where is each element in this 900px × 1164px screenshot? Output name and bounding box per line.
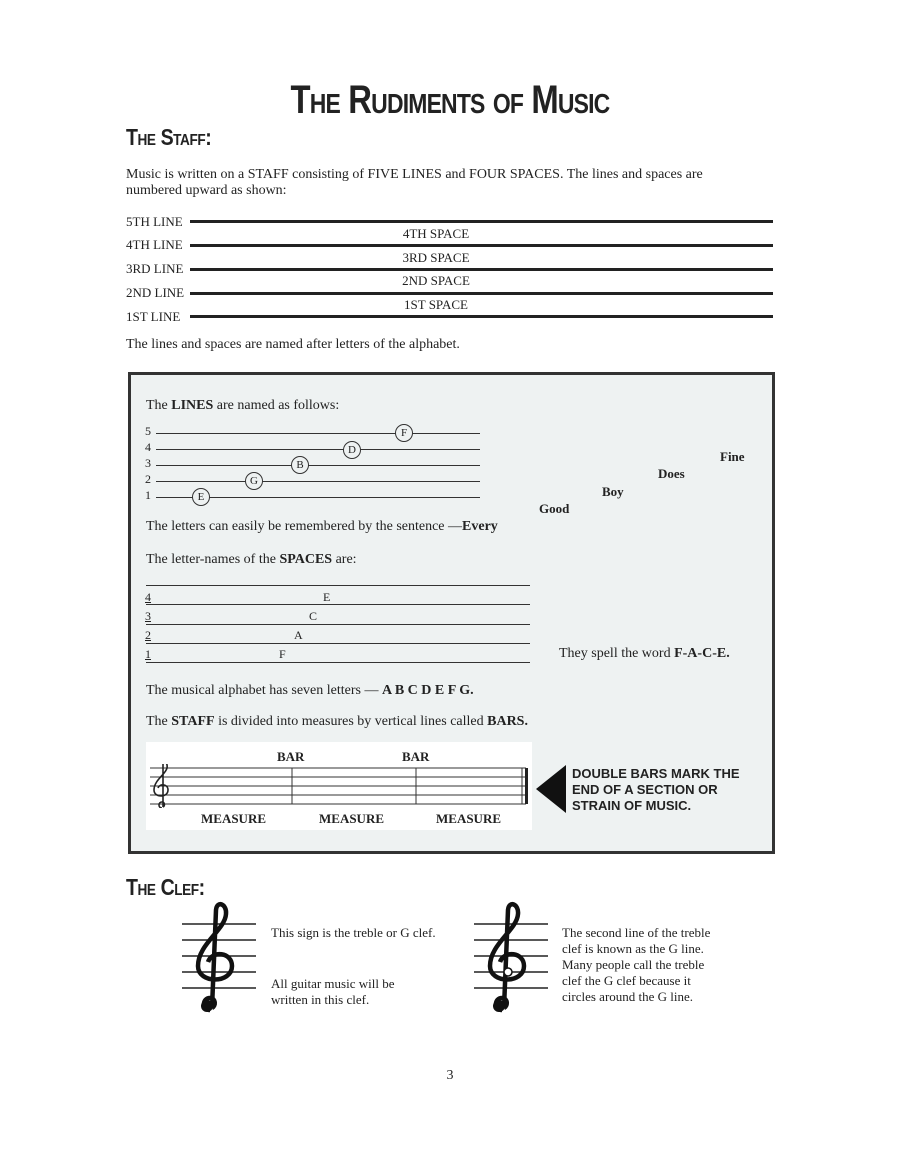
page-number: 3	[446, 1068, 454, 1083]
staff-intro: Music is written on a STAFF consisting of FIVE LINES and FOUR SPACES. The lines and spaces are numbered upward as shown:	[126, 167, 703, 198]
measure-label-2: MEASURE	[319, 811, 385, 826]
bar-label-2: BAR	[402, 749, 430, 764]
box-line-number-4: 4	[145, 440, 151, 454]
note-f: F	[395, 424, 413, 442]
clef-right-text: The second line of the treble clef is known as the G line. Many people call the treble clef the G clef because it circles around the G line.	[562, 925, 711, 1004]
space-staff-line-4	[146, 604, 530, 605]
spaces-intro-suffix: are:	[332, 552, 357, 567]
measure-label-3: MEASURE	[436, 811, 502, 826]
clef-left-text-1: This sign is the treble or G clef.	[271, 925, 436, 940]
staff-line-5	[190, 220, 773, 223]
space-staff-line-1	[146, 662, 530, 663]
staff-line-3	[190, 268, 773, 271]
space-number-2: 2	[145, 628, 151, 642]
lines-intro-prefix: The	[146, 398, 172, 413]
bars-prefix: The	[146, 714, 172, 729]
bar-label-1: BAR	[277, 749, 305, 764]
note-g: G	[245, 472, 263, 490]
bars-bold-staff: STAFF	[171, 714, 215, 729]
spaces-intro-bold: SPACES	[279, 552, 333, 567]
lines-intro-suffix: are named as follows:	[213, 398, 340, 413]
word-does: Does	[658, 466, 685, 481]
line-label-3: 3RD LINE	[126, 261, 184, 276]
box-line-number-3: 3	[145, 456, 151, 470]
space-label-2: 2ND SPACE	[402, 273, 470, 288]
box-line-3	[156, 465, 480, 466]
space-label-1: 1ST SPACE	[404, 297, 468, 312]
staff-line-4	[190, 244, 773, 247]
box-line-number-1: 1	[145, 488, 151, 502]
box-line-number-5: 5	[145, 424, 151, 438]
line-label-1: 1ST LINE	[126, 309, 181, 324]
page-title: The Rudiments of Music	[290, 78, 610, 122]
space-label-4: 4TH SPACE	[402, 226, 470, 241]
face-bold: F-A-C-E.	[674, 646, 730, 661]
word-fine: Fine	[720, 449, 745, 464]
clef-left-text-2: All guitar music will be written in this clef.	[271, 976, 395, 1007]
box-line-number-2: 2	[145, 472, 151, 486]
clef-heading: The Clef:	[126, 874, 205, 900]
arrow-left-icon	[536, 765, 566, 813]
sentence-text: The letters can easily be remembered by the sentence —	[146, 519, 463, 534]
staff-heading: The Staff:	[126, 124, 212, 150]
bars-text	[146, 714, 528, 730]
space-staff-line-3	[146, 624, 530, 625]
line-label-2: 2ND LINE	[126, 285, 185, 300]
space-staff-line-2	[146, 643, 530, 644]
space-number-4: 4	[145, 590, 151, 604]
space-number-1: 1	[145, 647, 151, 661]
double-bars-text: DOUBLE BARS MARK THE END OF A SECTION OR STRAIN OF MUSIC.	[572, 766, 740, 813]
measure-label-1: MEASURE	[201, 811, 267, 826]
space-staff-line-5	[146, 585, 530, 586]
word-good: Good	[539, 501, 570, 516]
word-boy: Boy	[602, 484, 624, 499]
space-note-a: A	[294, 628, 303, 642]
note-d: D	[343, 441, 361, 459]
note-b: B	[291, 456, 309, 474]
sentence-intro	[146, 519, 498, 535]
box-line-2	[156, 481, 480, 482]
space-note-e: E	[323, 590, 331, 604]
face-prefix: They spell the word	[559, 646, 675, 661]
spaces-intro	[146, 552, 357, 568]
box-line-5	[156, 433, 480, 434]
staff-line-2	[190, 292, 773, 295]
alphabet-text	[146, 683, 474, 699]
line-label-5: 5TH LINE	[126, 214, 183, 229]
spaces-intro-prefix: The letter-names of the	[146, 552, 280, 567]
staff-line-1	[190, 315, 773, 318]
line-label-4: 4TH LINE	[126, 237, 183, 252]
box-line-4	[156, 449, 480, 450]
space-note-c: C	[309, 609, 318, 623]
alphabet-bold: A B C D E F G.	[381, 683, 474, 698]
space-number-3: 3	[145, 609, 151, 623]
lines-intro	[146, 398, 339, 414]
bars-middle: is divided into measures by vertical lines called	[214, 714, 488, 729]
alphabet-prefix: The musical alphabet has seven letters —	[146, 683, 382, 698]
treble-clef-icon	[180, 900, 258, 1024]
space-note-f: F	[279, 647, 286, 661]
word-every: Every	[462, 519, 498, 534]
face-text	[559, 646, 730, 662]
named-after-text: The lines and spaces are named after letters of the alphabet.	[126, 337, 460, 352]
note-e: E	[192, 488, 210, 506]
measure-staff	[146, 764, 532, 808]
lines-intro-bold: LINES	[171, 398, 214, 413]
bars-bold-bars: BARS.	[487, 714, 528, 729]
treble-clef-g-line-icon	[472, 900, 550, 1024]
space-label-3: 3RD SPACE	[402, 250, 470, 265]
